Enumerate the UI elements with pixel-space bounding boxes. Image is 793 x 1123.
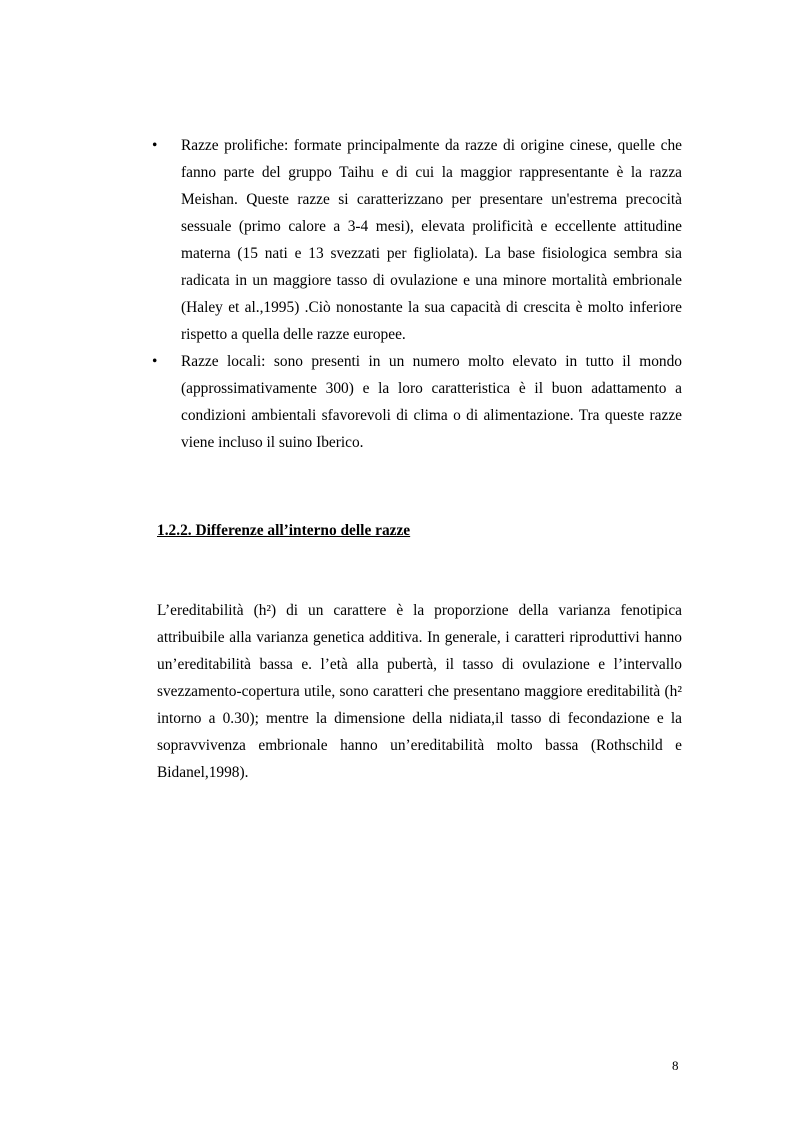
bullet-icon: • (152, 137, 158, 154)
page-number: 8 (672, 1058, 679, 1073)
body-paragraph: L’ereditabilità (h²) di un carattere è la proporzione della varianza fenotipica attribuibile alla varianza genetica additiva. In generale, i caratteri riproduttivi hanno un’ereditabilità bassa e. l’età alla pubertà, il tasso di ovulazione e l’intervallo svezzamento-copertura utile, sono caratteri che presentano maggiore ereditabilità (h² intorno a 0.30); mentre la dimensione della nidiata,il tasso di fecondazione e la sopravvivenza embrionale hanno un’ereditabilità molto bassa (Rothschild e Bidanel,1998). (157, 602, 682, 781)
bullet-lead-term: Razze prolifiche: (181, 137, 289, 154)
section-heading: 1.2.2. Differenze all’interno delle razze (157, 522, 411, 539)
bullet-icon: • (152, 353, 158, 370)
bullet-text: formate principalmente da razze di origine cinese, quelle che fanno parte del gruppo Taihu e di cui la maggior rappresentante è la razza Meishan. Queste razze si caratterizzano per presentare un'estrema precocità sessuale (primo calore a 3-4 mesi), elevata prolificità e eccellente attitudine materna (15 nati e 13 svezzati per figliolata). La base fisiologica sembra sia radicata in un maggiore tasso di ovulazione e una minore mortalità embrionale (Haley et al.,1995) .Ciò nonostante la sua capacità di crescita è molto inferiore rispetto a quella delle razze europee. (181, 137, 682, 343)
bullet-lead-term: Razze locali: (181, 353, 266, 370)
bullet-item-local-breeds (152, 348, 682, 456)
bullet-text: sono presenti in un numero molto elevato in tutto il mondo (approssimativamente 300) e la loro caratteristica è il buon adattamento a condizioni ambientali sfavorevoli di clima o di alimentazione. Tra queste razze viene incluso il suino Iberico. (181, 353, 682, 451)
breed-bullet-list (152, 132, 682, 456)
bullet-item-prolific-breeds (152, 132, 682, 348)
